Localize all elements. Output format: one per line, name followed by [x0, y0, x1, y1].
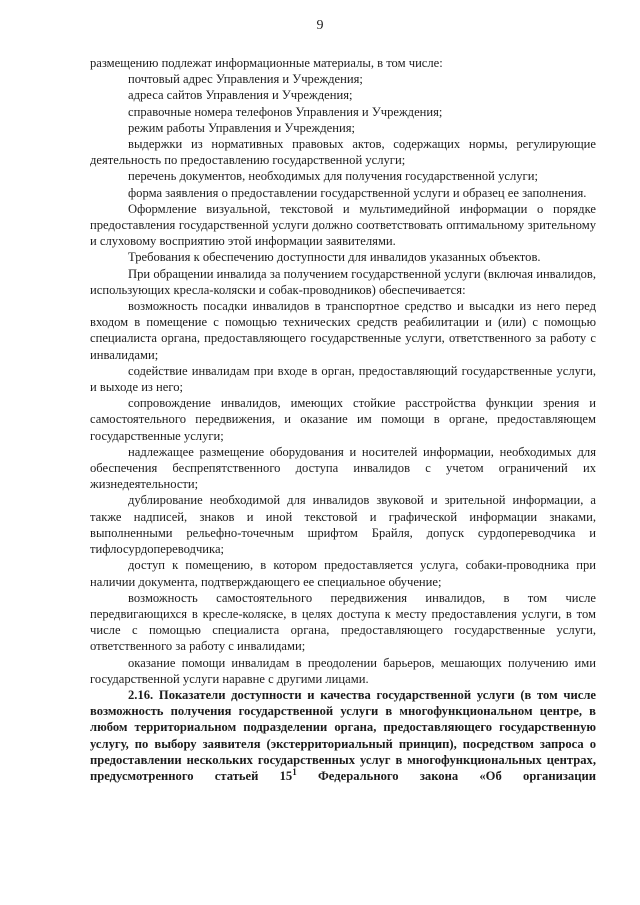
paragraph-intro: размещению подлежат информационные материалы, в том числе:	[90, 56, 443, 70]
paragraph-application-form: форма заявления о предоставлении государственной услуги и образец ее заполнения.	[128, 185, 587, 200]
paragraph-entry-assistance: содействие инвалидам при входе в орган, предоставляющий государственные услуги, и выходе из него;	[90, 363, 596, 395]
paragraph-independent-movement: возможность самостоятельного передвижения инвалидов, в том числе передвигающихся в кресле-коляске, в целях доступа к месту предоставления услуги, в том числе с помощью специалиста органа, предоставляющего государственные услуги, ответственного за работу с инвалидами;	[90, 590, 596, 654]
page-number: 9	[316, 18, 324, 33]
paragraph-braille-duplication: дублирование необходимой для инвалидов звуковой и зрительной информации, а также надписей, знаков и иной текстовой и графической информации знаками, выполненными рельефно-точечным шрифтом Брайля, допуск сурдопереводчика и тифлосурдопереводчика;	[90, 493, 596, 557]
paragraph-guide-dog: доступ к помещению, в котором предоставляется услуга, собаки-проводника при наличии документа, подтверждающего ее специальное обучение;	[90, 558, 596, 589]
paragraph-legal-extracts: выдержки из нормативных правовых актов, содержащих нормы, регулирующие деятельность по предоставлению государственной услуги;	[90, 137, 596, 168]
paragraph-accessibility-requirements: Требования к обеспечению доступности для инвалидов указанных объектов.	[128, 250, 541, 265]
paragraph-barrier-help: оказание помощи инвалидам в преодолении барьеров, мешающих получению ими государственной услуги наравне с другими лицами.	[90, 655, 596, 686]
list-item-postal-address: почтовый адрес Управления и Учреждения;	[128, 72, 363, 87]
paragraph-boarding-assistance: возможность посадки инвалидов в транспортное средство и высадки из него перед входом в помещение с помощью технических средств реабилитации и (или) с помощью специалиста органа, предоставляющего государственные услуги, ответственного за работу с инвалидами;	[90, 299, 596, 362]
list-item-websites: адреса сайтов Управления и Учреждения;	[128, 88, 353, 103]
article-superscript: 1	[292, 766, 297, 777]
section-2-16	[90, 687, 596, 784]
section-2-16-text: 2.16. Показатели доступности и качества государственной услуги (в том числе возможность получения государственной услуги в многофункциональном центре, в любом территориальном подразделении органа, предоставляющего государственную услугу, по выбору заявителя (экстерриториальный принцип), посредством запроса о предоставлении нескольких государственных услуг в многофункциональных центрах, предусмотренного статьей 15	[90, 687, 596, 783]
paragraph-document-list: перечень документов, необходимых для получения государственной услуги;	[128, 169, 538, 184]
list-item-phone-numbers: справочные номера телефонов Управления и Учреждения;	[128, 104, 443, 119]
paragraph-information-design: Оформление визуальной, текстовой и мультимедийной информации о порядке предоставления государственной услуги должно соответствовать оптимальному зрительному и слуховому восприятию этой информации заявителями.	[90, 201, 596, 249]
section-2-16-continuation: Федерального закона «Об организации	[296, 768, 596, 783]
document-body	[90, 55, 596, 784]
paragraph-escort: сопровождение инвалидов, имеющих стойкие расстройства функции зрения и самостоятельного передвижения, и оказание им помощи в органе, предоставляющем государственные услуги;	[90, 396, 596, 443]
paragraph-equipment-placement: надлежащее размещение оборудования и носителей информации, необходимых для обеспечения беспрепятственного доступа инвалидов с учетом ограничений их жизнедеятельности;	[90, 444, 596, 492]
paragraph-disabled-access: При обращении инвалида за получением государственной услуги (включая инвалидов, использующих кресла-коляски и собак-проводников) обеспечивается:	[90, 266, 596, 297]
list-item-work-hours: режим работы Управления и Учреждения;	[128, 120, 355, 135]
